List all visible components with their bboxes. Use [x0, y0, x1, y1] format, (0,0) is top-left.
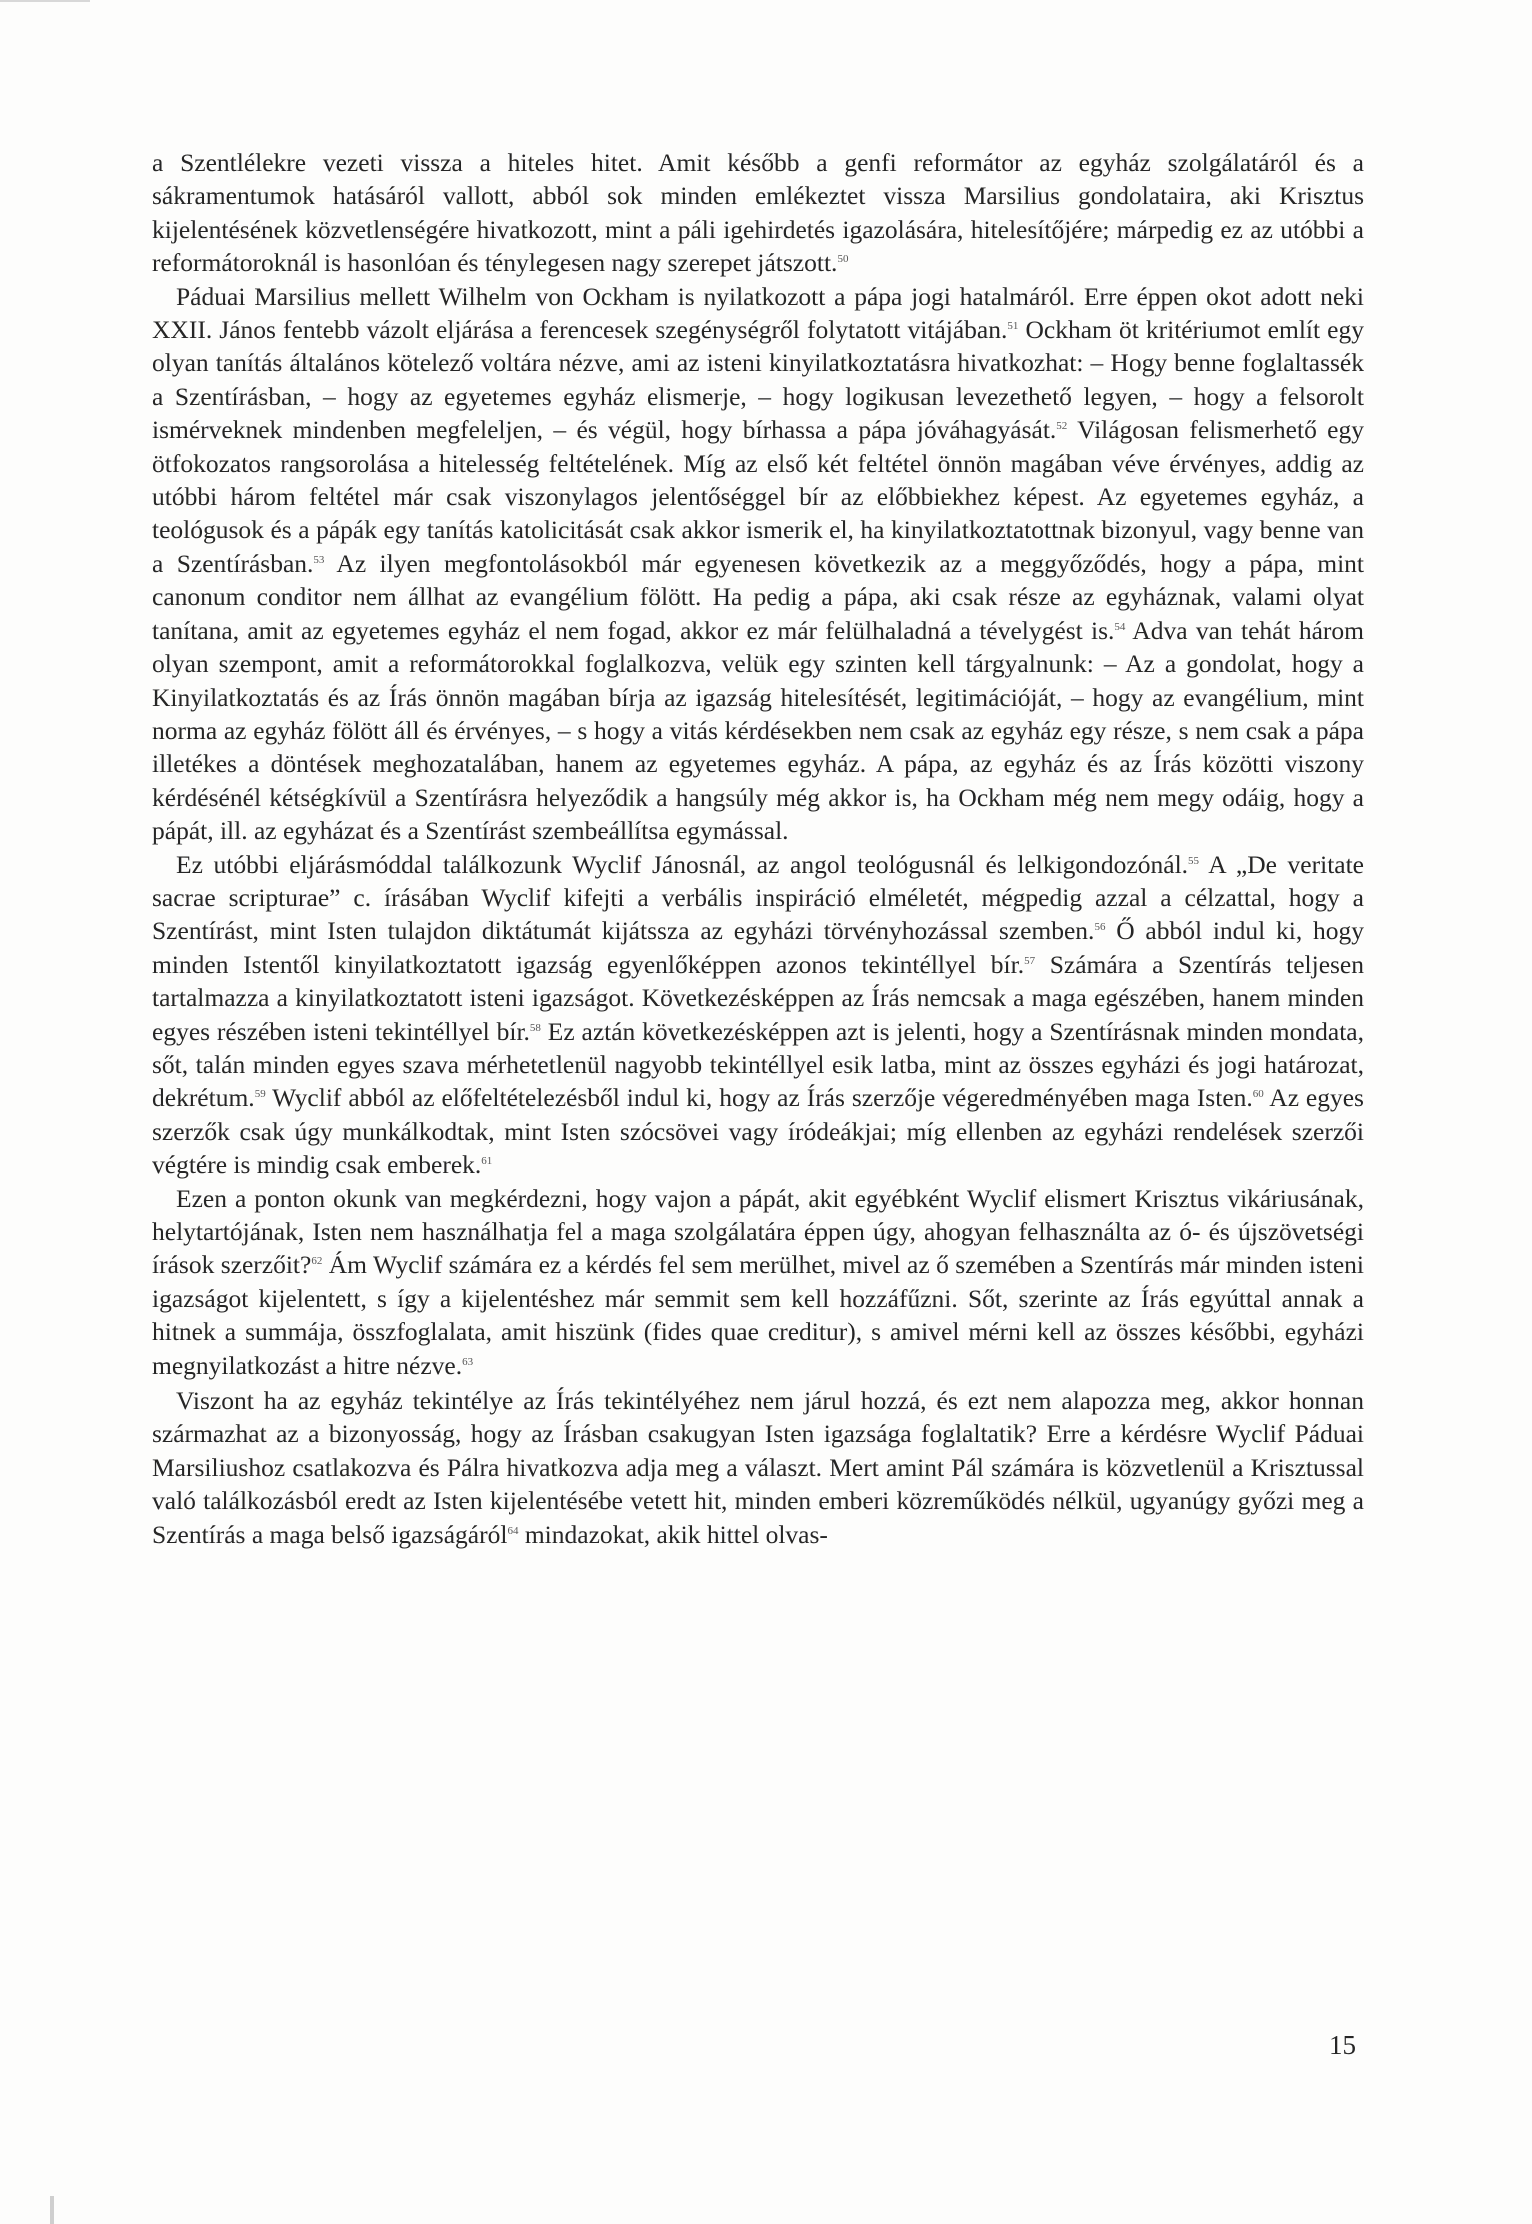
paragraph [152, 1384, 1364, 1551]
footnote-marker: 54 [1114, 620, 1126, 633]
paragraph [152, 146, 1364, 280]
text-run: mindazokat, akik hittel olvas- [518, 1519, 828, 1549]
text-run: Ez aztán következésképpen azt is jelenti, hogy a Szentírásnak minden mondata, sőt, talán minden egyes szava mérhetetlenül nagyobb tekintéllyel esik latba, mint az összes egyházi és jogi határozat, dekrétum. [152, 1016, 1364, 1113]
body-text [152, 146, 1364, 1551]
text-run: Ez utóbbi eljárásmóddal találkozunk Wyclif Jánosnál, az angol teológusnál és lelkigondozónál. [176, 849, 1189, 879]
text-run: Adva van tehát három olyan szempont, amit a reformátorokkal foglalkozva, velük egy szinten kell tárgyalnunk: – Az a gondolat, hogy a Kinyilatkoztatás és az Írás önnön magában bírja az igazság hitelesítését, legitimációját, – hogy az evangélium, mint norma az egyház fölött áll és érvényes, – s hogy a vitás kérdésekben nem csak az egyház egy része, s nem csak a pápa illetékes a döntések meghozatalában, hanem az egyetemes egyház. A pápa, az egyház és az Írás közötti viszony kérdésénél kétségkívül a Szentírásra helyeződik a hangsúly még akkor is, ha Ockham még nem megy odáig, hogy a pápát, ill. az egyházat és a Szentírást szembeállítsa egymással. [152, 615, 1364, 846]
text-run: Viszont ha az egyház tekintélye az Írás tekintélyéhez nem járul hozzá, és ezt nem alapozza meg, akkor honnan származhat az a bizonyosság, hogy az Írásban csakugyan Isten igazsága foglaltatik? Erre a kérdésre Wyclif Páduai Marsiliushoz csatlakozva és Pálra hivatkozva adja meg a választ. Mert amint Pál számára is közvetlenül a Krisztussal való találkozásból eredt az Isten kijelentésébe vetett hit, minden emberi közreműködés nélkül, ugyanúgy győzi meg a Szentírás a maga belső igazságáról [152, 1386, 1364, 1549]
footnote-marker: 50 [837, 253, 849, 266]
text-run: Az ilyen megfontolásokból már egyenesen következik az a meggyőződés, hogy a pápa, mint canonum conditor nem állhat az evangélium fölött. Ha pedig a pápa, aki csak része az egyháznak, valami olyat tanítana, amit az egyetemes egyház el nem fogad, akkor ez már felülhaladná a tévelygést is. [152, 548, 1365, 645]
text-run: Világosan felismerhető egy ötfokozatos rangsorolása a hitelesség feltételének. Míg az első két feltétel önnön magában véve érvényes, addig az utóbbi három feltétel már csak viszonylagos jelentőséggel bír az előbbiekhez képest. Az egyetemes egyház, a teológusok és a pápák egy tanítás katolicitását csak akkor ismerik el, ha kinyilatkoztatottnak bizonyul, vagy benne van a Szentírásban. [152, 415, 1364, 578]
text-run: a Szentlélekre vezeti vissza a hiteles hitet. Amit később a genfi reformátor az egyház szolgálatáról és a sákramentumok hatásáról vallott, abból sok minden emlékeztet vissza Marsilius gondolataira, aki Krisztus kijelentésének közvetlenségére hivatkozott, mint a páli igehirdetés igazolására, hitelesítőjére; márpedig ez az utóbbi a reformátoroknál is hasonlóan és ténylegesen nagy szerepet játszott. [152, 148, 1364, 278]
text-run: Ockham öt kritériumot említ egy olyan tanítás általános kötelező voltára nézve, ami az isteni kinyilatkoztatásra hivatkozhat: – Hogy benne foglaltassék a Szentírásban, – hogy az egyetemes egyház elismerje, – hogy logikusan levezethető legyen, – hogy a felsorolt ismérveknek mindenben megfeleljen, – és végül, hogy bírhassa a pápa jóváhagyását. [152, 315, 1364, 445]
text-run: Páduai Marsilius mellett Wilhelm von Ockham is nyilatkozott a pápa jogi hatalmáról. Erre éppen okot adott neki XXII. János fentebb vázolt eljárása a ferencesek szegénységről folytatott vitájában. [152, 281, 1364, 345]
page-number: 15 [1329, 2030, 1356, 2060]
paragraph [152, 848, 1364, 1182]
footnote-marker: 63 [462, 1355, 474, 1368]
footnote-marker: 59 [254, 1088, 266, 1101]
text-run: Számára a Szentírás teljesen tartalmazza a kinyilatkoztatott isteni igazságot. Következésképpen az Írás nemcsak a maga egészében, hanem minden egyes részében isteni tekintéllyel bír. [152, 949, 1365, 1046]
footnote-marker: 57 [1024, 954, 1036, 967]
footnote-marker: 55 [1188, 854, 1200, 867]
paragraph [152, 280, 1364, 848]
scan-edge-mark [0, 0, 90, 2]
text-run: Ő abból indul ki, hogy minden Istentől kinyilatkoztatott igazság egyenlőképpen azonos tekintéllyel bír. [152, 916, 1364, 979]
footnote-marker: 52 [1056, 420, 1068, 433]
footnote-marker: 64 [507, 1524, 519, 1537]
footnote-marker: 58 [529, 1021, 541, 1034]
text-run: A „De veritate sacrae scripturae” c. írásában Wyclif kifejti a verbális inspiráció elméletét, mégpedig azzal a célzattal, hogy a Szentírást, mint Isten tulajdon diktátumát kijátssza az egyházi törvényhozással szemben. [152, 849, 1364, 946]
scan-edge-mark [50, 2196, 54, 2224]
text-run: Az egyes szerzők csak úgy munkálkodtak, mint Isten szócsövei vagy íródeákjai; míg ellenben az egyházi rendelések szerzői végtére is mindig csak emberek. [152, 1083, 1364, 1180]
footnote-marker: 61 [481, 1155, 493, 1168]
text-run: Ám Wyclif számára ez a kérdés fel sem merülhet, mivel az ő szemében a Szentírás már minden isteni igazságot kijelentett, s így a kijelentéshez már semmit sem kell hozzáfűzni. Sőt, szerinte az Írás egyúttal annak a hitnek a summája, összfoglalata, amit hiszünk (fides quae creditur), s amivel mérni kell az összes későbbi, egyházi megnyilatkozást a hitre nézve. [152, 1250, 1364, 1380]
footnote-marker: 60 [1252, 1088, 1264, 1101]
footnote-marker: 53 [313, 553, 325, 566]
text-run: Ezen a ponton okunk van megkérdezni, hogy vajon a pápát, akit egyébként Wyclif elismert Krisztus vikáriusának, helytartójának, Isten nem használhatja fel a maga szolgálatára éppen úgy, ahogyan felhasználta az ó- és újszövetségi írások szerzőit? [152, 1183, 1364, 1280]
text-run: Wyclif abból az előfeltételezésből indul ki, hogy az Írás szerzője végeredményében maga Isten. [265, 1083, 1253, 1113]
paragraph [152, 1182, 1364, 1382]
footnote-marker: 51 [1007, 320, 1019, 333]
footnote-marker: 62 [311, 1255, 323, 1268]
footnote-marker: 56 [1094, 921, 1106, 934]
